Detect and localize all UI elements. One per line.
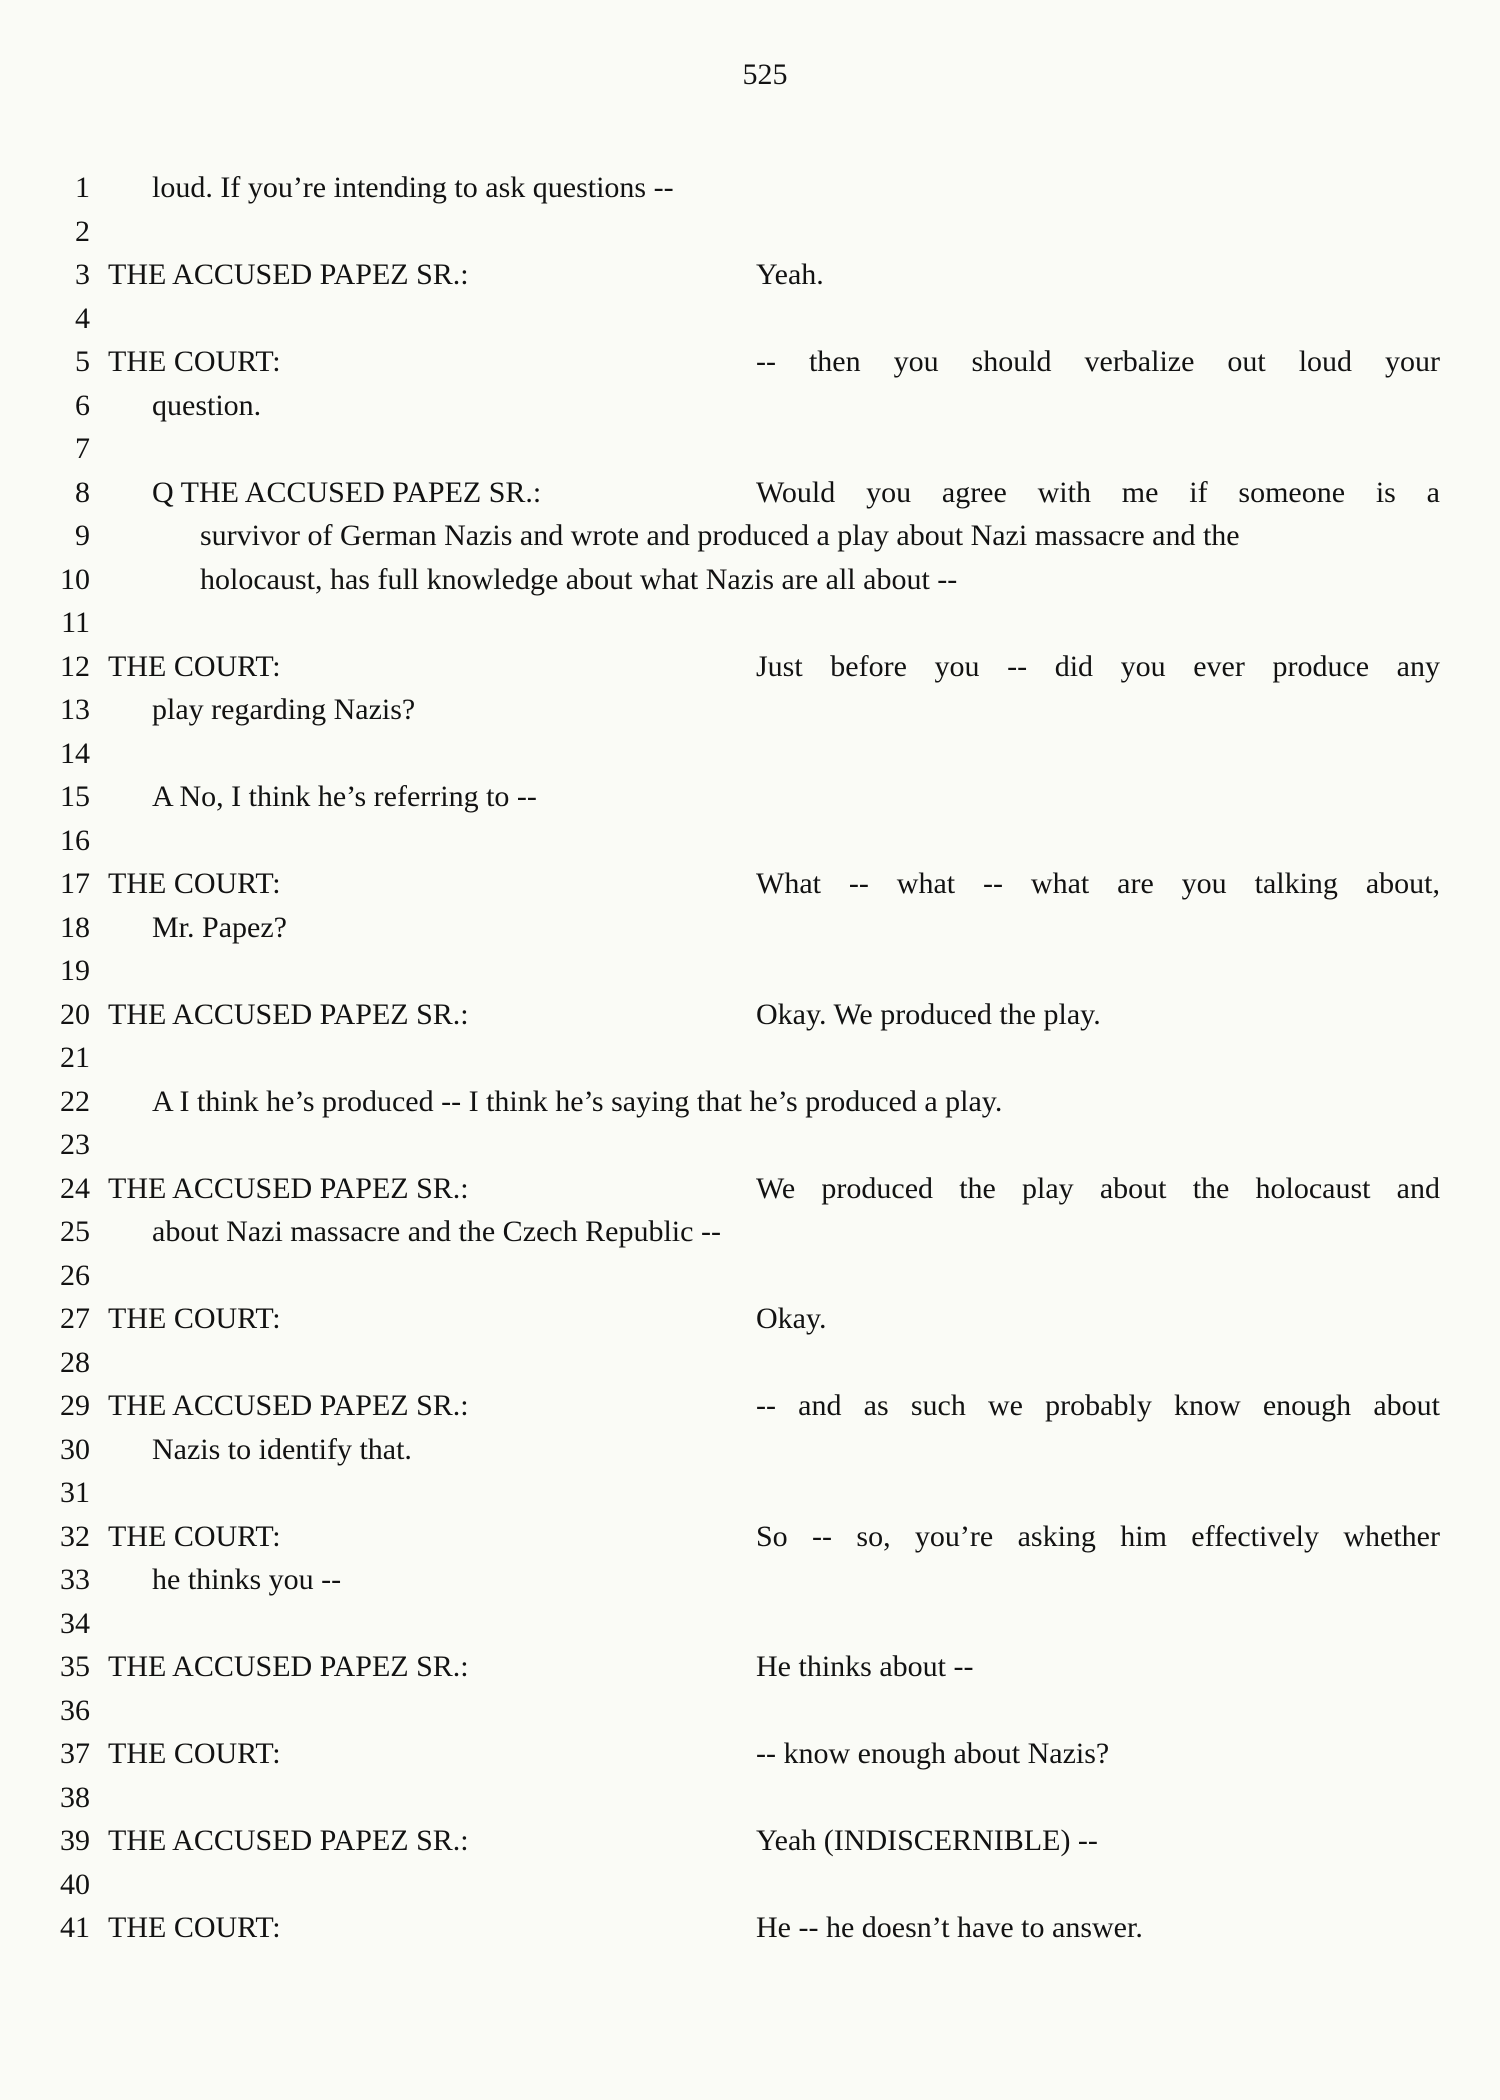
- line-number: 28: [60, 1346, 90, 1379]
- line-number: 11: [61, 606, 90, 639]
- speech-text: Okay. We produced the play.: [756, 998, 1101, 1031]
- speaker-label: THE ACCUSED PAPEZ SR.:: [108, 1824, 469, 1857]
- speaker-label: THE COURT:: [108, 1520, 281, 1553]
- line-number: 2: [75, 215, 90, 248]
- speech-text: -- know enough about Nazis?: [756, 1737, 1110, 1770]
- line-number: 8: [75, 476, 90, 509]
- speech-text: Okay.: [756, 1302, 827, 1335]
- line-number: 5: [75, 345, 90, 378]
- line-number: 15: [60, 780, 90, 813]
- line-number: 27: [60, 1302, 90, 1335]
- line-number: 17: [60, 867, 90, 900]
- speech-text: We produced the play about the holocaust and: [756, 1172, 1440, 1205]
- transcript-line: loud. If you’re intending to ask questions --: [152, 171, 674, 204]
- speaker-label: THE ACCUSED PAPEZ SR.:: [108, 1172, 469, 1205]
- speech-text: He -- he doesn’t have to answer.: [756, 1911, 1143, 1944]
- answer-line: A No, I think he’s referring to --: [152, 780, 537, 813]
- line-number: 25: [60, 1215, 90, 1248]
- speaker-label: THE COURT:: [108, 1737, 281, 1770]
- line-number: 1: [75, 171, 90, 204]
- speaker-label: Q THE ACCUSED PAPEZ SR.:: [152, 476, 542, 509]
- transcript-line: survivor of German Nazis and wrote and produced a play about Nazi massacre and the: [200, 519, 1240, 552]
- speaker-label: THE COURT:: [108, 867, 281, 900]
- line-number: 14: [60, 737, 90, 770]
- line-number: 29: [60, 1389, 90, 1422]
- line-number: 7: [75, 432, 90, 465]
- transcript-line: Mr. Papez?: [152, 911, 287, 944]
- speaker-label: THE ACCUSED PAPEZ SR.:: [108, 1389, 469, 1422]
- line-number: 9: [75, 519, 90, 552]
- line-number: 31: [60, 1476, 90, 1509]
- answer-line: A I think he’s produced -- I think he’s saying that he’s produced a play.: [152, 1085, 1003, 1118]
- speaker-label: THE COURT:: [108, 345, 281, 378]
- line-number: 30: [60, 1433, 90, 1466]
- transcript-line: he thinks you --: [152, 1563, 342, 1596]
- transcript-line: about Nazi massacre and the Czech Republic --: [152, 1215, 721, 1248]
- line-number: 23: [60, 1128, 90, 1161]
- line-number: 20: [60, 998, 90, 1031]
- line-number: 32: [60, 1520, 90, 1553]
- speech-text: Yeah (INDISCERNIBLE) --: [756, 1824, 1098, 1857]
- speaker-label: THE ACCUSED PAPEZ SR.:: [108, 258, 469, 291]
- line-number: 38: [60, 1781, 90, 1814]
- line-number: 4: [75, 302, 90, 335]
- line-number: 21: [60, 1041, 90, 1074]
- line-number: 35: [60, 1650, 90, 1683]
- line-number: 3: [75, 258, 90, 291]
- speech-text: He thinks about --: [756, 1650, 974, 1683]
- speaker-label: THE ACCUSED PAPEZ SR.:: [108, 998, 469, 1031]
- line-number: 34: [60, 1607, 90, 1640]
- line-number: 37: [60, 1737, 90, 1770]
- speaker-label: THE ACCUSED PAPEZ SR.:: [108, 1650, 469, 1683]
- speaker-label: THE COURT:: [108, 1911, 281, 1944]
- speech-text: -- then you should verbalize out loud your: [756, 345, 1440, 378]
- speech-text: So -- so, you’re asking him effectively whether: [756, 1520, 1440, 1553]
- line-number: 13: [60, 693, 90, 726]
- transcript-line: question.: [152, 389, 262, 422]
- line-number: 22: [60, 1085, 90, 1118]
- transcript-line: play regarding Nazis?: [152, 693, 416, 726]
- line-number: 6: [75, 389, 90, 422]
- line-number: 36: [60, 1694, 90, 1727]
- line-number: 33: [60, 1563, 90, 1596]
- line-number: 41: [60, 1911, 90, 1944]
- transcript-line: Nazis to identify that.: [152, 1433, 412, 1466]
- line-number: 19: [60, 954, 90, 987]
- speech-text: Just before you -- did you ever produce any: [756, 650, 1440, 683]
- speaker-label: THE COURT:: [108, 650, 281, 683]
- speech-text: -- and as such we probably know enough about: [756, 1389, 1440, 1422]
- speech-text: Would you agree with me if someone is a: [756, 476, 1440, 509]
- line-number: 16: [60, 824, 90, 857]
- transcript-line: holocaust, has full knowledge about what Nazis are all about --: [200, 563, 958, 596]
- speech-text: What -- what -- what are you talking about,: [756, 867, 1440, 900]
- line-number: 10: [60, 563, 90, 596]
- line-number: 40: [60, 1868, 90, 1901]
- line-number: 26: [60, 1259, 90, 1292]
- speaker-label: THE COURT:: [108, 1302, 281, 1335]
- line-number: 39: [60, 1824, 90, 1857]
- page-number: 525: [742, 58, 788, 91]
- line-number: 24: [60, 1172, 90, 1205]
- speech-text: Yeah.: [756, 258, 824, 291]
- line-number: 12: [60, 650, 90, 683]
- line-number: 18: [60, 911, 90, 944]
